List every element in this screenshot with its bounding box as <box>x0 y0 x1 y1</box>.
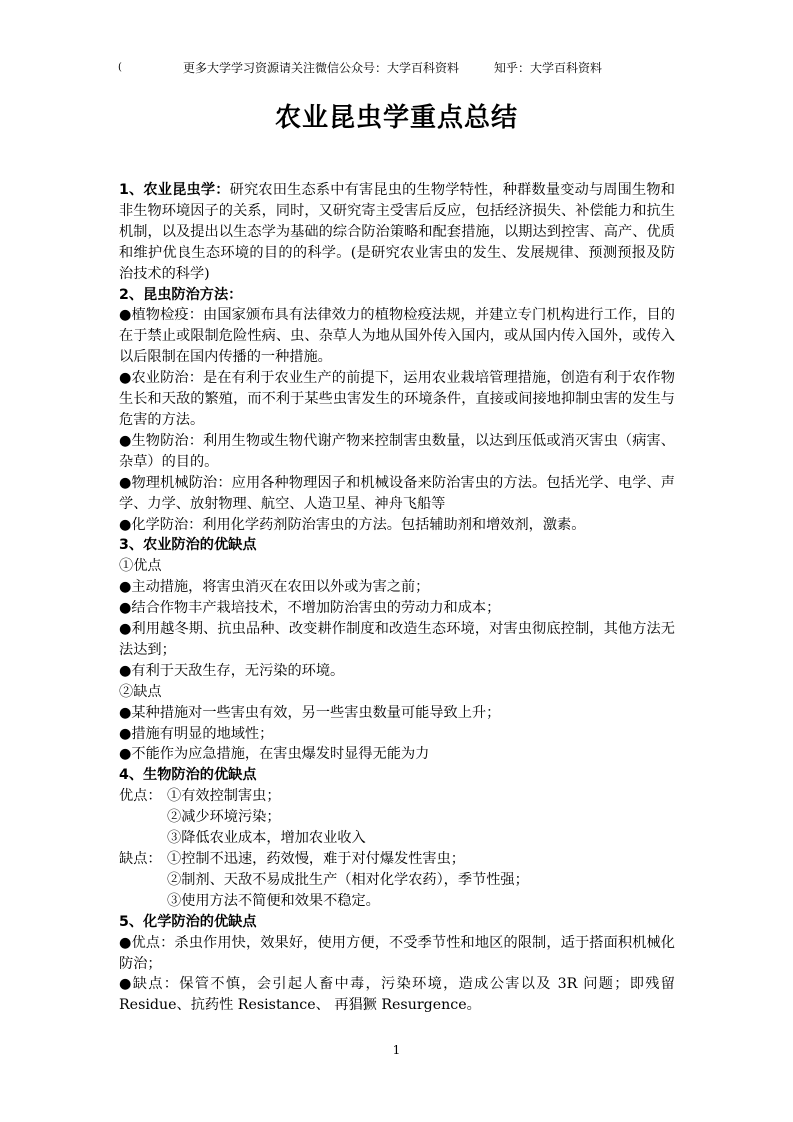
section-3-pro-item: ●主动措施，将害虫消灭在农田以外或为害之前； <box>119 579 430 596</box>
section-1-text: 研究农田生态系中有害昆虫的生物学特性，种群数量变动与周围生物和非生物环境因子的关系，同时，又研究寄主受害后反应，包括经济损失、补偿能力和抗生机制，以及提出以生态学为基础的综合防治策略和配套措施，以期达到控害、高产、优质和维护优良生态环境的目的的科学。(是研究农业害虫的发生、发展规律、预测预报及防治技术的科学) <box>119 182 675 282</box>
section-1-paragraph <box>119 180 675 285</box>
header-wechat-note: 更多大学学习资源请关注微信公众号：大学百科资料 <box>183 61 460 75</box>
section-4-con-row <box>119 891 675 912</box>
section-2-item: ●物理机械防治：应用各种物理因子和机械设备来防治害虫的方法。包括光学、电学、声学、力学、放射物理、航空、人造卫星、神舟飞船等 <box>119 474 675 512</box>
section-3-con-item: ●措施有明显的地域性； <box>119 725 274 742</box>
section-5-item: ●缺点：保管不慎，会引起人畜中毒，污染环境，造成公害以及 3R 问题；即残留 Residue、抗药性 Resistance、 再猖獗 Resurgence。 <box>119 976 675 1014</box>
section-4-pro-item: ①有效控制害虫； <box>167 788 281 805</box>
section-3-heading: 3、农业防治的优缺点 <box>119 537 257 554</box>
section-4-pro-row <box>119 828 675 849</box>
document-body <box>119 180 675 1016</box>
section-4-pro-item: ②减少环境污染； <box>167 809 281 826</box>
section-5-item: ●优点：杀虫作用快，效果好，使用方便，不受季节性和地区的限制，适于搭面积机械化防治； <box>119 934 675 972</box>
section-3-pro-item: ●有利于天敌生存，无污染的环境。 <box>119 662 345 679</box>
section-4-pro-row <box>119 786 675 807</box>
section-4-pro-row <box>119 807 675 828</box>
document-title: 农业昆虫学重点总结 <box>274 103 518 133</box>
header-mark: ( <box>118 62 122 73</box>
section-3-cons-label: ②缺点 <box>119 683 162 700</box>
section-3-con-item: ●不能作为应急措施，在害虫爆发时显得无能为力 <box>119 746 430 763</box>
section-2-item: ●生物防治：利用生物或生物代谢产物来控制害虫数量，以达到压低或消灭害虫（病害、杂草）的目的。 <box>119 432 675 470</box>
section-4-con-row <box>119 849 675 870</box>
section-4-con-item: ②制剂、天敌不易成批生产（相对化学农药），季节性强； <box>167 871 529 888</box>
section-3-pro-item: ●利用越冬期、抗虫品种、改变耕作制度和改造生态环境，对害虫彻底控制，其他方法无法达到； <box>119 621 675 658</box>
section-4-con-item: ③使用方法不简便和效果不稳定。 <box>167 892 380 909</box>
section-4-heading: 4、生物防治的优缺点 <box>119 767 257 784</box>
section-2-item: ●化学防治：利用化学药剂防治害虫的方法。包括辅助剂和增效剂，激素。 <box>119 516 586 533</box>
section-4-cons-label: 缺点： <box>119 851 162 867</box>
section-4-pros-label: 优点： <box>119 788 162 805</box>
section-1-heading: 1、农业昆虫学： <box>119 182 230 198</box>
section-4-con-row <box>119 870 675 891</box>
section-2-heading: 2、昆虫防治方法： <box>119 286 243 303</box>
section-2-item: ●植物检疫：由国家颁布具有法律效力的植物检疫法规，并建立专门机构进行工作，目的在于禁止或限制危险性病、虫、杂草人为地从国外传入国内，或从国内传入国外，或传入以后限制在国内传播的一种措施。 <box>119 307 675 366</box>
section-3-pros-label: ①优点 <box>119 558 162 575</box>
section-3-pro-item: ●结合作物丰产栽培技术，不增加防治害虫的劳动力和成本； <box>119 600 501 617</box>
section-3-con-item: ●某种措施对一些害虫有效，另一些害虫数量可能导致上升； <box>119 704 501 721</box>
page-number: 1 <box>392 1043 401 1057</box>
section-4-con-item: ①控制不迅速，药效慢，难于对付爆发性害虫； <box>167 851 465 867</box>
section-5-heading: 5、化学防治的优缺点 <box>119 913 257 930</box>
header-zhihu-note: 知乎：大学百科资料 <box>494 61 603 75</box>
section-2-item: ●农业防治：是在有利于农业生产的前提下，运用农业栽培管理措施，创造有利于农作物生长和天敌的繁殖，而不利于某些虫害发生的环境条件，直接或间接地抑制虫害的发生与危害的方法。 <box>119 370 675 428</box>
section-4-pro-item: ③降低农业成本，增加农业收入 <box>167 830 366 847</box>
